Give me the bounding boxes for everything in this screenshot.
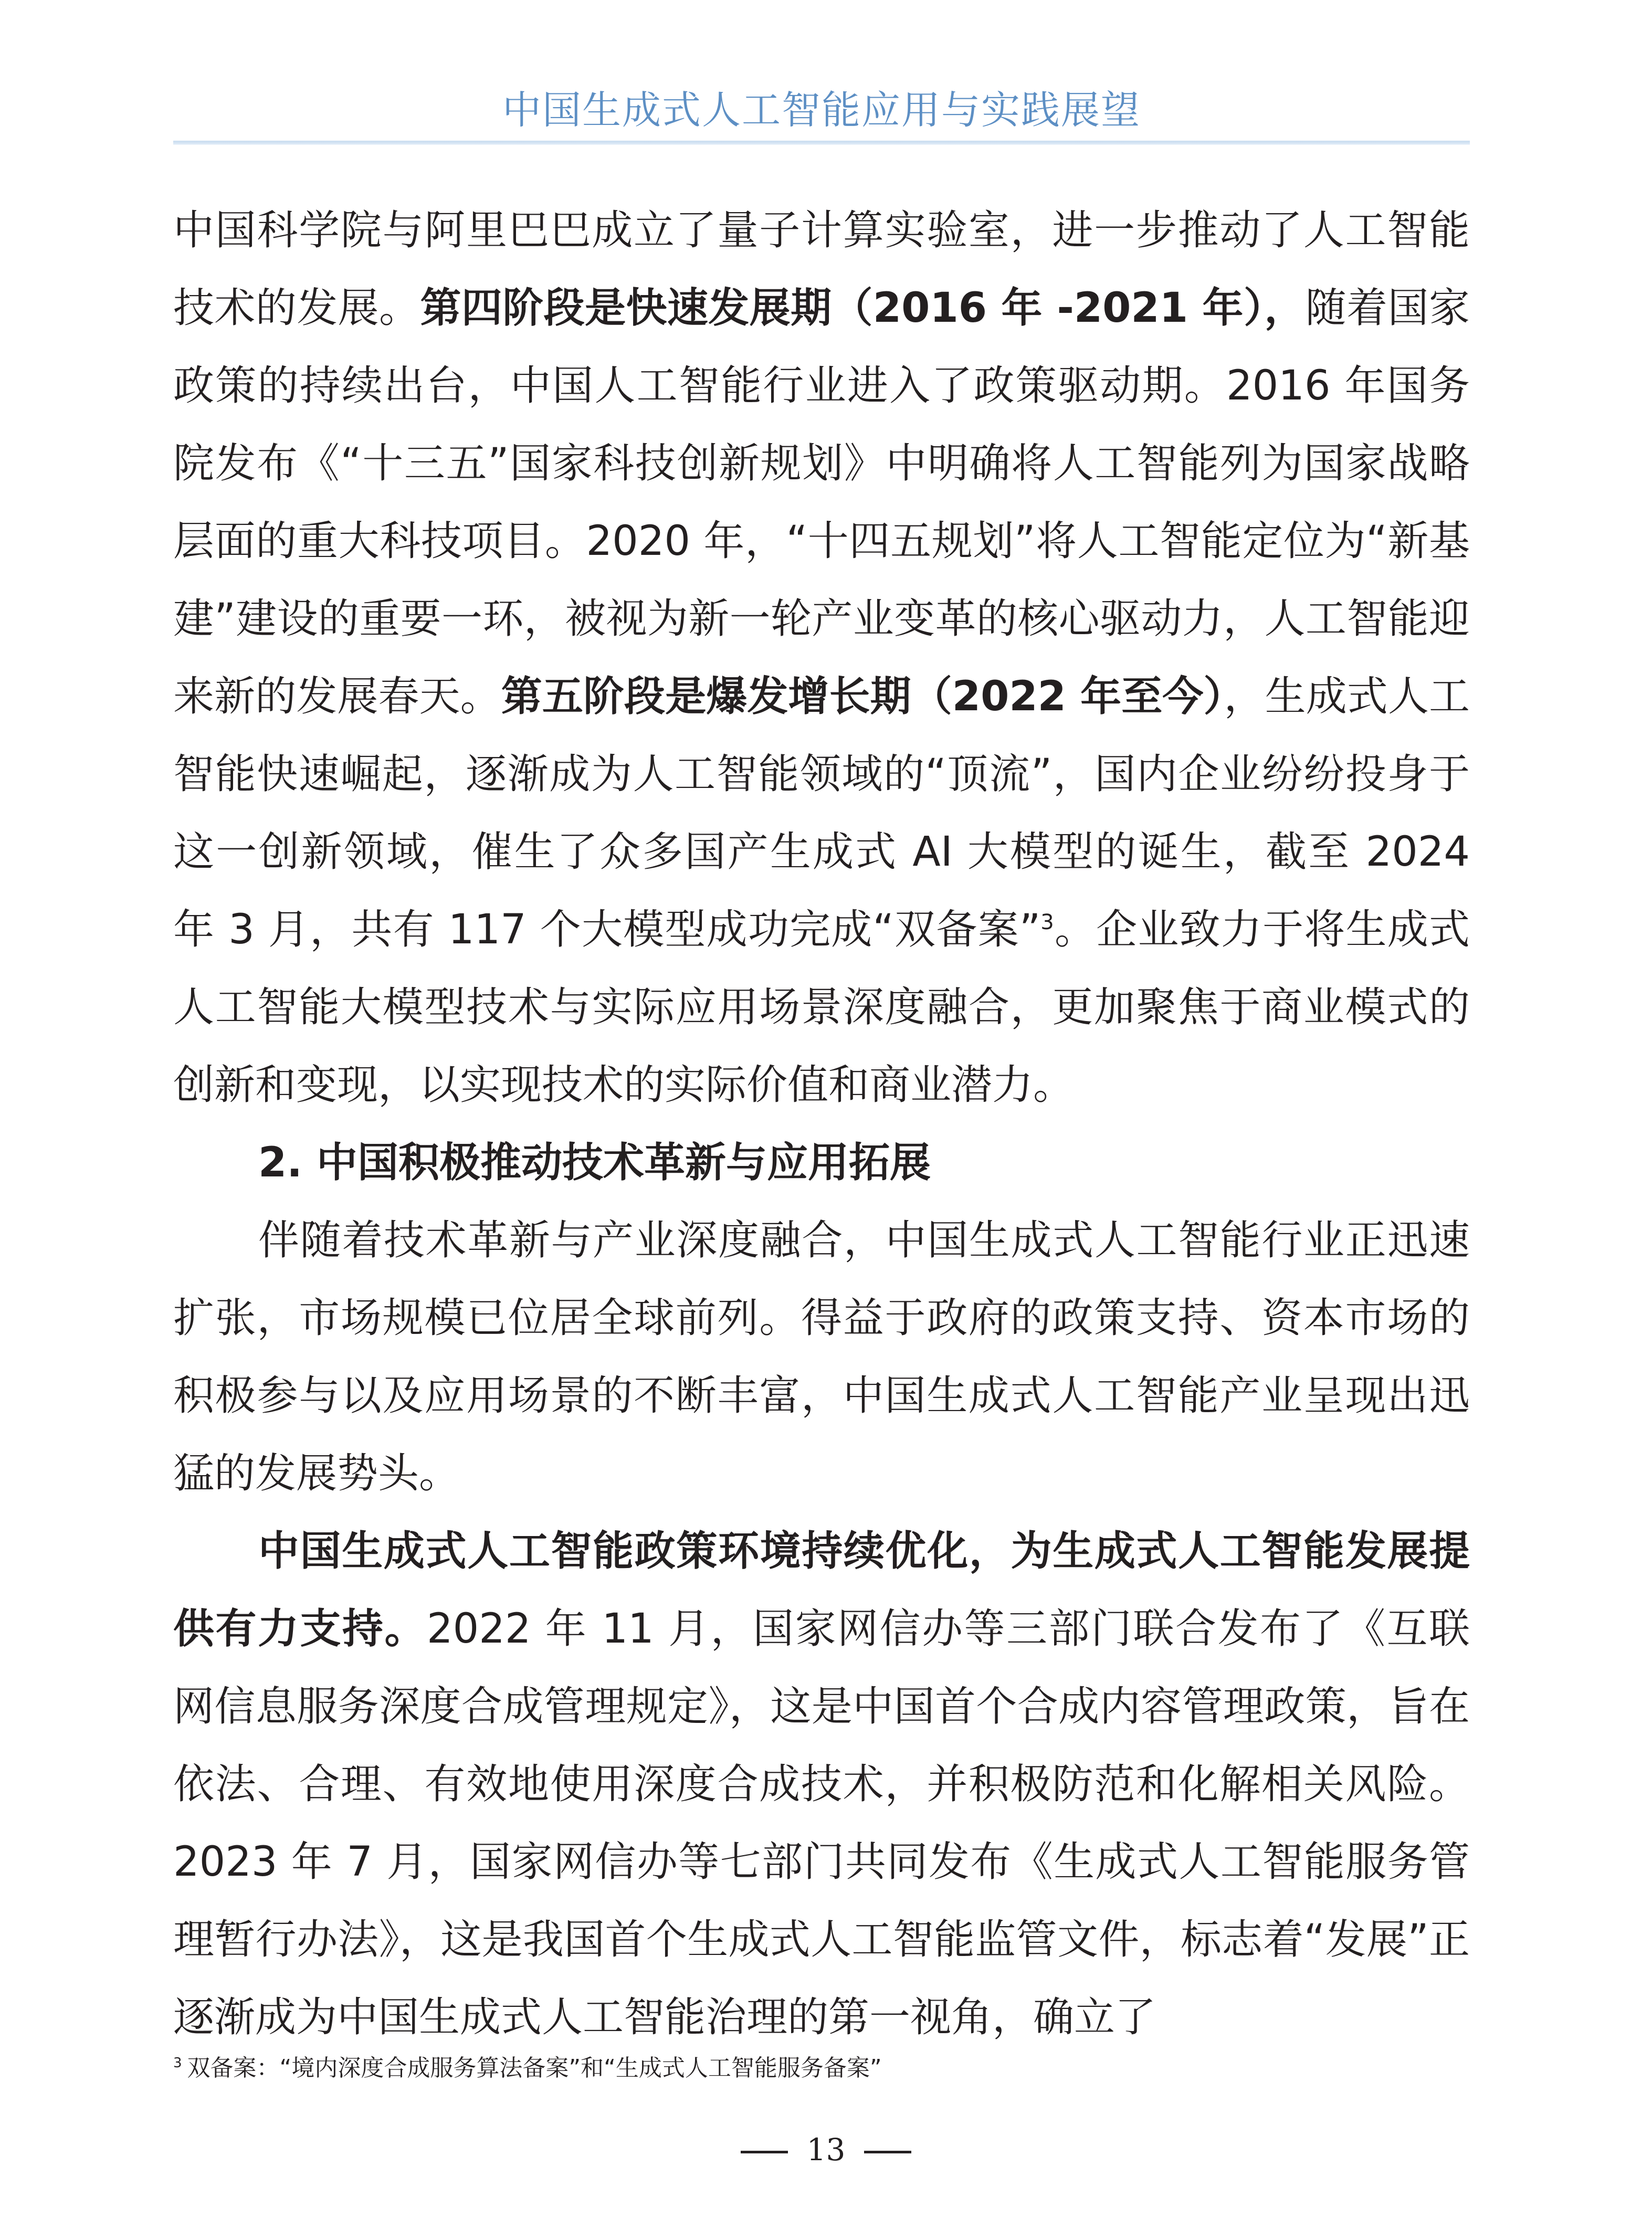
footnote-text: 双备案：“境内深度合成服务算法备案”和“生成式人工智能服务备案” xyxy=(187,2055,882,2081)
paragraph-stages xyxy=(173,192,1470,1124)
running-header-title: 中国生成式人工智能应用与实践展望 xyxy=(502,88,1141,133)
paragraph-text: 2022 年 11 月，国家网信办等三部门联合发布了《互联网信息服务深度合成管理规定》，这是中国首个合成内容管理政策，旨在依法、合理、有效地使用深度合成技术，并积极防范和化解相关风险。2023 年 7 月，国家网信办等七部门共同发布《生成式人工智能服务管理暂行办法》，这是我国首个生成式人工智能监管文件，标志着“发展”正逐渐成为中国生成式人工智能治理的第一视角，确立了 xyxy=(173,1605,1470,2041)
paragraph-text: 随着国家政策的持续出台，中国人工智能行业进入了政策驱动期。2016 年国务院发布《“十三五”国家科技创新规划》中明确将人工智能列为国家战略层面的重大科技项目。2020 年，“十四五规划”将人工智能定位为“新基建”建设的重要一环，被视为新一轮产业变革的核心驱动力，人工智能迎来新的发展春天。 xyxy=(173,285,1470,720)
paragraph-text: 。企业致力于将生成式人工智能大模型技术与实际应用场景深度融合，更加聚焦于商业模式的创新和变现，以实现技术的实际价值和商业潜力。 xyxy=(173,906,1470,1109)
header-divider xyxy=(173,141,1470,145)
paragraph-market: 伴随着技术革新与产业深度融合，中国生成式人工智能行业正迅速扩张，市场规模已位居全球前列。得益于政府的政策支持、资本市场的积极参与以及应用场景的不断丰富，中国生成式人工智能产业呈现出迅猛的发展势头。 xyxy=(173,1217,1470,1497)
footnote-mark: 3 xyxy=(173,2055,182,2071)
paragraph-text: ，生成式人工智能快速崛起，逐渐成为人工智能领域的“顶流”，国内企业纷纷投身于这一创新领域，催生了众多国产生成式 AI 大模型的诞生，截至 2024 年 3 月，共有 117 个大模型成功完成“双备案” xyxy=(173,673,1470,953)
section-heading: 2. 中国积极推动技术革新与应用拓展 xyxy=(258,1139,931,1186)
page-number-footer xyxy=(0,2129,1652,2171)
main-content xyxy=(173,192,1470,2056)
footnote-reference[interactable]: 3 xyxy=(1040,910,1054,934)
footnote xyxy=(173,2053,1470,2084)
paragraph-bold-text: 第五阶段是爆发增长期（2022 年至今） xyxy=(501,673,1224,720)
paragraph-bold-text: 第四阶段是快速发展期（2016 年 -2021 年）， xyxy=(420,285,1306,332)
paragraph-bold-text: 中国生成式人工智能政策环境持续优化，为生成式人工智能发展提供有力支持。 xyxy=(173,1528,1470,1653)
page-number-dash-right xyxy=(864,2151,911,2153)
page-number: 13 xyxy=(806,2132,846,2168)
paragraph-policy xyxy=(173,1512,1470,2056)
page-number-dash-left xyxy=(741,2151,788,2153)
paragraph-text: 中国科学院与阿里巴巴成立了量子计算实验室，进一步推动了人工智能技术的发展。 xyxy=(173,207,1470,332)
